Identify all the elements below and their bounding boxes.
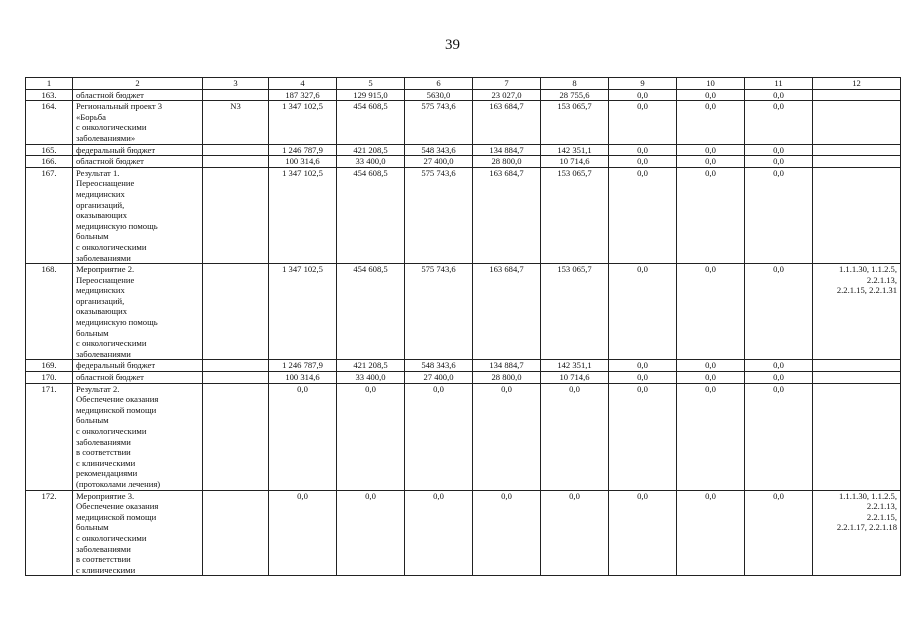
table-header-row [26,78,901,90]
value-cell: 421 208,5 [337,360,405,372]
row-name-cell: областной бюджет [73,89,203,101]
table-row [26,101,901,144]
value-cell: 163 684,7 [473,264,541,360]
value-cell: 0,0 [473,490,541,576]
value-cell: 0,0 [677,144,745,156]
value-cell: 0,0 [677,372,745,384]
value-cell: 0,0 [269,490,337,576]
value-cell: 163 684,7 [473,101,541,144]
row-number-cell: 169. [26,360,73,372]
value-cell: 33 400,0 [337,372,405,384]
value-cell: 0,0 [609,156,677,168]
value-cell: 0,0 [609,360,677,372]
row-code-cell [203,490,269,576]
value-cell: 0,0 [677,101,745,144]
row-name-cell: Результат 1. Переоснащение медицинских организаций, оказывающих медицинскую помощь больным с онкологическими заболеваниями [73,167,203,263]
value-cell: 575 743,6 [405,264,473,360]
column-header: 5 [337,78,405,90]
row-number-cell: 165. [26,144,73,156]
value-cell: 1 347 102,5 [269,264,337,360]
column-header: 11 [745,78,813,90]
value-cell: 0,0 [609,264,677,360]
value-cell: 0,0 [745,156,813,168]
value-cell: 0,0 [677,490,745,576]
value-cell: 10 714,6 [541,156,609,168]
value-cell: 0,0 [609,89,677,101]
row-name-cell: Мероприятие 2. Переоснащение медицинских организаций, оказывающих медицинскую помощь больным с онкологическими заболеваниями [73,264,203,360]
value-cell: 454 608,5 [337,264,405,360]
page-number: 39 [445,37,460,53]
value-cell: 0,0 [337,490,405,576]
value-cell: 153 065,7 [541,264,609,360]
reference-cell [813,101,901,144]
row-code-cell [203,264,269,360]
value-cell: 0,0 [745,360,813,372]
reference-cell: 1.1.1.30, 1.1.2.5, 2.2.1.13, 2.2.1.15, 2.2.1.17, 2.2.1.18 [813,490,901,576]
value-cell: 1 347 102,5 [269,101,337,144]
value-cell: 0,0 [677,89,745,101]
column-header: 9 [609,78,677,90]
value-cell: 0,0 [745,101,813,144]
column-header: 8 [541,78,609,90]
value-cell: 575 743,6 [405,167,473,263]
row-number-cell: 164. [26,101,73,144]
value-cell: 27 400,0 [405,372,473,384]
row-code-cell [203,144,269,156]
value-cell: 454 608,5 [337,167,405,263]
value-cell: 0,0 [609,490,677,576]
value-cell: 134 884,7 [473,360,541,372]
row-number-cell: 166. [26,156,73,168]
value-cell: 575 743,6 [405,101,473,144]
reference-cell [813,156,901,168]
value-cell: 1 347 102,5 [269,167,337,263]
value-cell: 142 351,1 [541,144,609,156]
column-header: 3 [203,78,269,90]
value-cell: 0,0 [337,383,405,490]
table-row [26,144,901,156]
reference-cell [813,383,901,490]
value-cell: 1 246 787,9 [269,360,337,372]
row-code-cell [203,89,269,101]
value-cell: 28 755,6 [541,89,609,101]
column-header: 10 [677,78,745,90]
column-header: 7 [473,78,541,90]
value-cell: 421 208,5 [337,144,405,156]
value-cell: 0,0 [677,264,745,360]
value-cell: 0,0 [269,383,337,490]
value-cell: 0,0 [677,167,745,263]
value-cell: 0,0 [745,144,813,156]
row-number-cell: 163. [26,89,73,101]
value-cell: 27 400,0 [405,156,473,168]
row-name-cell: областной бюджет [73,372,203,384]
value-cell: 0,0 [405,490,473,576]
table-row [26,490,901,576]
reference-cell [813,167,901,263]
row-code-cell: N3 [203,101,269,144]
value-cell: 454 608,5 [337,101,405,144]
row-number-cell: 172. [26,490,73,576]
budget-table [25,77,901,576]
value-cell: 0,0 [677,360,745,372]
value-cell: 0,0 [745,264,813,360]
value-cell: 100 314,6 [269,156,337,168]
value-cell: 142 351,1 [541,360,609,372]
row-code-cell [203,360,269,372]
value-cell: 33 400,0 [337,156,405,168]
value-cell: 0,0 [677,383,745,490]
row-name-cell: федеральный бюджет [73,360,203,372]
value-cell: 0,0 [541,490,609,576]
row-code-cell [203,383,269,490]
column-header: 6 [405,78,473,90]
value-cell: 0,0 [745,167,813,263]
reference-cell [813,89,901,101]
value-cell: 10 714,6 [541,372,609,384]
value-cell: 23 027,0 [473,89,541,101]
value-cell: 0,0 [541,383,609,490]
value-cell: 0,0 [609,101,677,144]
row-name-cell: областной бюджет [73,156,203,168]
row-name-cell: Региональный проект 3 «Борьба с онкологическими заболеваниями» [73,101,203,144]
row-number-cell: 171. [26,383,73,490]
column-header: 1 [26,78,73,90]
row-name-cell: Результат 2. Обеспечение оказания медицинской помощи больным с онкологическими заболеваниями в соответствии с клиническими рекомендациями (протоколами лечения) [73,383,203,490]
row-number-cell: 167. [26,167,73,263]
row-number-cell: 170. [26,372,73,384]
value-cell: 0,0 [745,490,813,576]
row-code-cell [203,372,269,384]
reference-cell [813,372,901,384]
row-number-cell: 168. [26,264,73,360]
value-cell: 100 314,6 [269,372,337,384]
column-header: 12 [813,78,901,90]
column-header: 2 [73,78,203,90]
value-cell: 187 327,6 [269,89,337,101]
value-cell: 153 065,7 [541,167,609,263]
reference-cell [813,144,901,156]
value-cell: 129 915,0 [337,89,405,101]
value-cell: 0,0 [609,372,677,384]
value-cell: 0,0 [609,167,677,263]
reference-cell [813,360,901,372]
row-name-cell: федеральный бюджет [73,144,203,156]
value-cell: 0,0 [745,372,813,384]
value-cell: 548 343,6 [405,360,473,372]
table-row [26,89,901,101]
table-row [26,264,901,360]
table-row [26,372,901,384]
value-cell: 0,0 [745,383,813,490]
value-cell: 5630,0 [405,89,473,101]
value-cell: 0,0 [609,144,677,156]
row-code-cell [203,156,269,168]
table-row [26,167,901,263]
value-cell: 0,0 [745,89,813,101]
reference-cell: 1.1.1.30, 1.1.2.5, 2.2.1.13, 2.2.1.15, 2.2.1.31 [813,264,901,360]
value-cell: 548 343,6 [405,144,473,156]
value-cell: 1 246 787,9 [269,144,337,156]
value-cell: 0,0 [677,156,745,168]
value-cell: 163 684,7 [473,167,541,263]
value-cell: 153 065,7 [541,101,609,144]
value-cell: 134 884,7 [473,144,541,156]
column-header: 4 [269,78,337,90]
value-cell: 0,0 [405,383,473,490]
value-cell: 28 800,0 [473,156,541,168]
value-cell: 28 800,0 [473,372,541,384]
table-row [26,360,901,372]
value-cell: 0,0 [473,383,541,490]
row-code-cell [203,167,269,263]
table-row [26,156,901,168]
value-cell: 0,0 [609,383,677,490]
row-name-cell: Мероприятие 3. Обеспечение оказания медицинской помощи больным с онкологическими заболеваниями в соответствии с клиническими [73,490,203,576]
table-row [26,383,901,490]
